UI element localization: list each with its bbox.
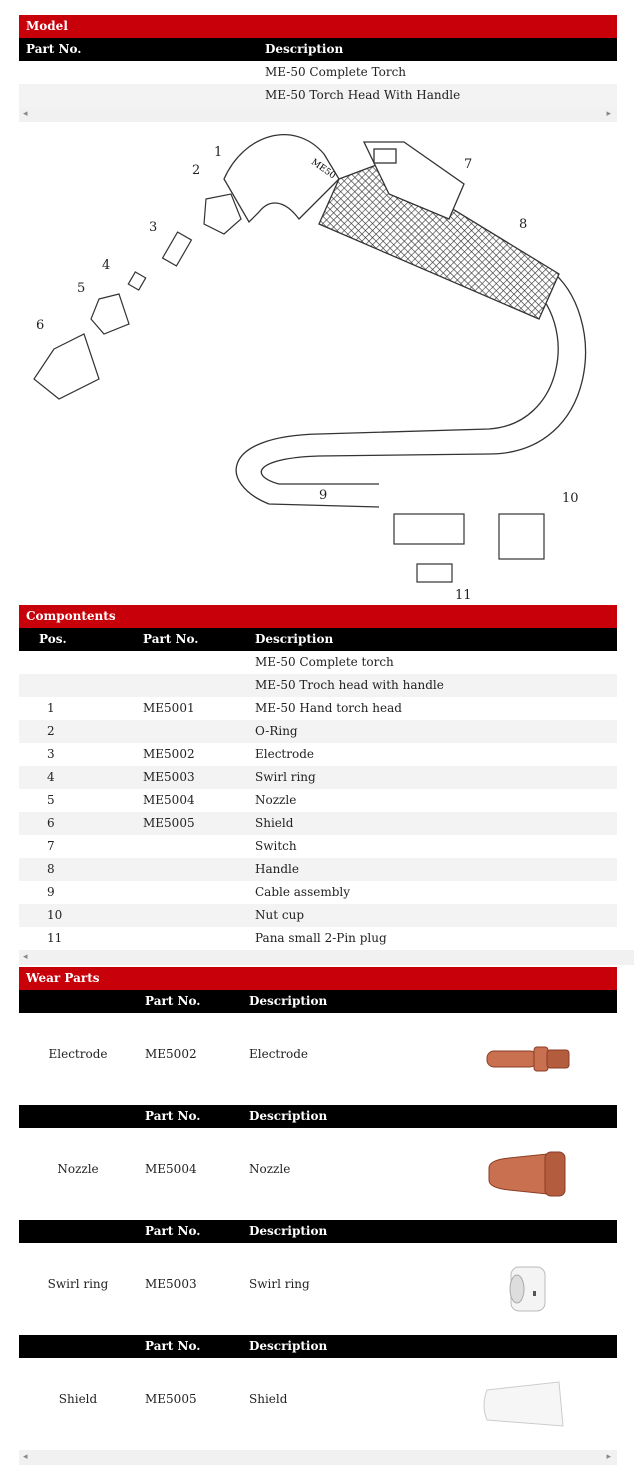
wear-header-part-no: Part No. bbox=[145, 1339, 201, 1353]
wear-part-name: Shield bbox=[58, 1392, 98, 1406]
wear-part-description: Electrode bbox=[249, 1047, 308, 1061]
component-pos: 8 bbox=[47, 862, 55, 876]
callout-3: 3 bbox=[149, 220, 158, 235]
scroll-left-icon[interactable]: ◂ bbox=[23, 952, 28, 962]
wear-parts-header-row bbox=[19, 990, 617, 1013]
callout-4: 4 bbox=[102, 258, 111, 273]
torch-exploded-diagram bbox=[19, 124, 617, 604]
scroll-left-icon[interactable]: ◂ bbox=[23, 1452, 28, 1462]
table-row bbox=[19, 789, 617, 812]
callout-9: 9 bbox=[319, 488, 328, 503]
part-nut-cup bbox=[499, 514, 544, 559]
horizontal-scrollbar[interactable] bbox=[19, 1450, 617, 1465]
callout-10: 10 bbox=[562, 491, 579, 506]
table-row bbox=[19, 766, 617, 789]
components-table bbox=[19, 605, 617, 965]
table-row bbox=[19, 84, 617, 107]
callout-2: 2 bbox=[192, 163, 201, 178]
component-pos: 11 bbox=[47, 931, 63, 945]
table-row bbox=[19, 812, 617, 835]
part-nozzle bbox=[91, 294, 129, 334]
wear-header-description: Description bbox=[249, 1339, 328, 1353]
callout-6: 6 bbox=[36, 318, 45, 333]
component-pos: 9 bbox=[47, 885, 55, 899]
component-description: Electrode bbox=[255, 747, 314, 761]
components-rows bbox=[19, 651, 617, 950]
table-row bbox=[19, 904, 617, 927]
shield-image bbox=[479, 1376, 579, 1432]
table-row bbox=[19, 697, 617, 720]
wear-header-description: Description bbox=[249, 1109, 328, 1123]
wear-part-image bbox=[479, 1146, 579, 1205]
wear-parts-header-row bbox=[19, 1105, 617, 1128]
model-header-part-no: Part No. bbox=[26, 42, 82, 56]
component-description: Nozzle bbox=[255, 793, 297, 807]
part-2pin-plug bbox=[417, 564, 452, 582]
wear-parts-rows bbox=[19, 990, 617, 1450]
component-description: Switch bbox=[255, 839, 297, 853]
nozzle-image bbox=[479, 1146, 579, 1202]
components-section-title: Compontents bbox=[19, 605, 617, 628]
wear-part-image bbox=[479, 1376, 579, 1435]
model-section-title: Model bbox=[19, 15, 617, 38]
part-electrode bbox=[163, 232, 192, 266]
component-pos: 10 bbox=[47, 908, 63, 922]
components-header-part-no: Part No. bbox=[143, 632, 199, 646]
table-row bbox=[19, 651, 617, 674]
component-description: ME-50 Troch head with handle bbox=[255, 678, 444, 692]
callout-1: 1 bbox=[214, 145, 223, 160]
part-shield bbox=[34, 334, 99, 399]
table-row bbox=[19, 743, 617, 766]
component-part-no: ME5003 bbox=[143, 770, 195, 784]
wear-part-description: Swirl ring bbox=[249, 1277, 310, 1291]
horizontal-scrollbar[interactable] bbox=[19, 950, 634, 965]
callout-labels bbox=[36, 145, 579, 603]
horizontal-scrollbar[interactable] bbox=[19, 107, 617, 122]
torch-model-label: ME50 bbox=[309, 157, 338, 182]
table-row bbox=[19, 674, 617, 697]
torch-head-body bbox=[224, 135, 339, 222]
scroll-left-icon[interactable]: ◂ bbox=[23, 109, 28, 119]
callout-5: 5 bbox=[77, 281, 86, 296]
component-part-no: ME5004 bbox=[143, 793, 195, 807]
wear-part-name: Swirl ring bbox=[47, 1277, 109, 1291]
wear-part-description: Shield bbox=[249, 1392, 288, 1406]
table-row bbox=[19, 881, 617, 904]
model-description: ME-50 Complete Torch bbox=[265, 65, 407, 79]
wear-part-image bbox=[479, 1261, 579, 1320]
wear-part-no: ME5002 bbox=[145, 1047, 197, 1061]
wear-part-no: ME5005 bbox=[145, 1392, 197, 1406]
part-o-ring bbox=[204, 194, 241, 234]
components-header-description: Description bbox=[255, 632, 334, 646]
cable-connector bbox=[394, 514, 464, 544]
callout-8: 8 bbox=[519, 217, 528, 232]
table-row bbox=[19, 1243, 617, 1335]
wear-parts-header-row bbox=[19, 1335, 617, 1358]
table-row bbox=[19, 61, 617, 84]
component-pos: 5 bbox=[47, 793, 55, 807]
component-description: Handle bbox=[255, 862, 299, 876]
wear-header-description: Description bbox=[249, 994, 328, 1008]
wear-part-description: Nozzle bbox=[249, 1162, 291, 1176]
table-row bbox=[19, 720, 617, 743]
component-description: ME-50 Complete torch bbox=[255, 655, 394, 669]
component-pos: 1 bbox=[47, 701, 55, 715]
wear-parts-header-row bbox=[19, 1220, 617, 1243]
component-part-no: ME5001 bbox=[143, 701, 195, 715]
table-row bbox=[19, 927, 617, 950]
table-row bbox=[19, 1128, 617, 1220]
model-description: ME-50 Torch Head With Handle bbox=[265, 88, 461, 102]
component-pos: 3 bbox=[47, 747, 55, 761]
wear-part-no: ME5003 bbox=[145, 1277, 197, 1291]
model-header-row bbox=[19, 38, 617, 61]
wear-part-image bbox=[479, 1039, 579, 1082]
table-row bbox=[19, 835, 617, 858]
swirl-ring-image bbox=[479, 1261, 579, 1317]
callout-11: 11 bbox=[455, 588, 472, 603]
component-part-no: ME5005 bbox=[143, 816, 195, 830]
component-description: Swirl ring bbox=[255, 770, 316, 784]
component-description: O-Ring bbox=[255, 724, 298, 738]
table-row bbox=[19, 858, 617, 881]
component-description: Pana small 2-Pin plug bbox=[255, 931, 387, 945]
callout-7: 7 bbox=[464, 157, 473, 172]
wear-part-name: Electrode bbox=[48, 1047, 108, 1061]
components-header-pos: Pos. bbox=[39, 632, 67, 646]
wear-header-part-no: Part No. bbox=[145, 1109, 201, 1123]
table-row bbox=[19, 1013, 617, 1105]
wear-part-no: ME5004 bbox=[145, 1162, 197, 1176]
wear-parts-table bbox=[19, 967, 617, 1465]
model-table bbox=[19, 15, 617, 122]
component-description: ME-50 Hand torch head bbox=[255, 701, 402, 715]
model-header-description: Description bbox=[265, 42, 344, 56]
component-pos: 4 bbox=[47, 770, 55, 784]
component-description: Nut cup bbox=[255, 908, 304, 922]
wear-header-description: Description bbox=[249, 1224, 328, 1238]
components-header-row bbox=[19, 628, 617, 651]
scroll-right-icon[interactable]: ▸ bbox=[606, 109, 611, 119]
component-pos: 6 bbox=[47, 816, 55, 830]
wear-header-part-no: Part No. bbox=[145, 994, 201, 1008]
scroll-right-icon[interactable]: ▸ bbox=[606, 1452, 611, 1462]
electrode-image bbox=[479, 1039, 579, 1079]
component-part-no: ME5002 bbox=[143, 747, 195, 761]
wear-parts-section-title: Wear Parts bbox=[19, 967, 617, 990]
wear-header-part-no: Part No. bbox=[145, 1224, 201, 1238]
component-pos: 2 bbox=[47, 724, 55, 738]
table-row bbox=[19, 1358, 617, 1450]
component-description: Cable assembly bbox=[255, 885, 351, 899]
wear-part-name: Nozzle bbox=[57, 1162, 99, 1176]
component-pos: 7 bbox=[47, 839, 55, 853]
part-swirl-ring bbox=[128, 272, 145, 290]
torch-diagram-svg bbox=[19, 124, 617, 604]
component-description: Shield bbox=[255, 816, 294, 830]
